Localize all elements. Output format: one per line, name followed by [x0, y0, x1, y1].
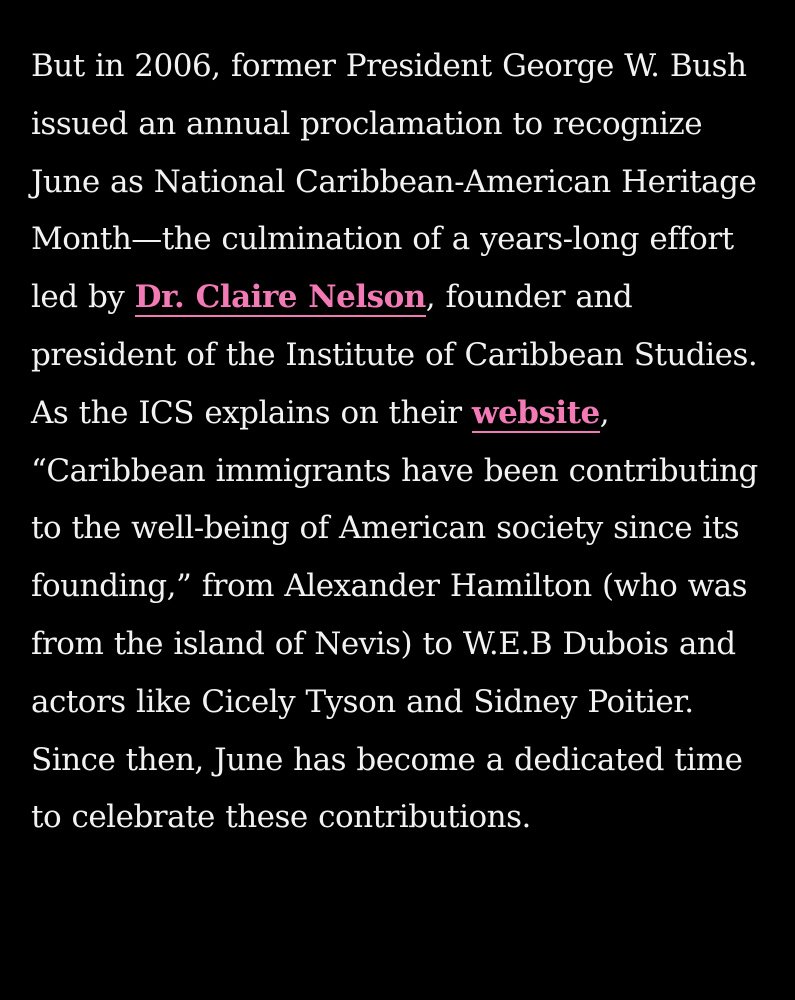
website-link[interactable]: website	[471, 394, 600, 431]
paragraph-text-middle: , founder and president of the Institute of Caribbean Studies. As the ICS explains on their	[31, 279, 758, 431]
paragraph-text-start: But in 2006, former President George W. Bush issued an annual proclamation to recognize June as National Caribbean-American Heritage Month—the culmination of a years-long effort led by	[31, 48, 757, 316]
paragraph	[31, 38, 765, 847]
paragraph-text-end: , “Caribbean immigrants have been contributing to the well-being of American society since its founding,” from Alexander Hamilton (who was from the island of Nevis) to W.E.B Dubois and actors like Cicely Tyson and Sidney Poitier. Since then, June has become a dedicated time to celebrate these contributions.	[31, 394, 758, 836]
dr-claire-nelson-link[interactable]: Dr. Claire Nelson	[134, 279, 426, 316]
